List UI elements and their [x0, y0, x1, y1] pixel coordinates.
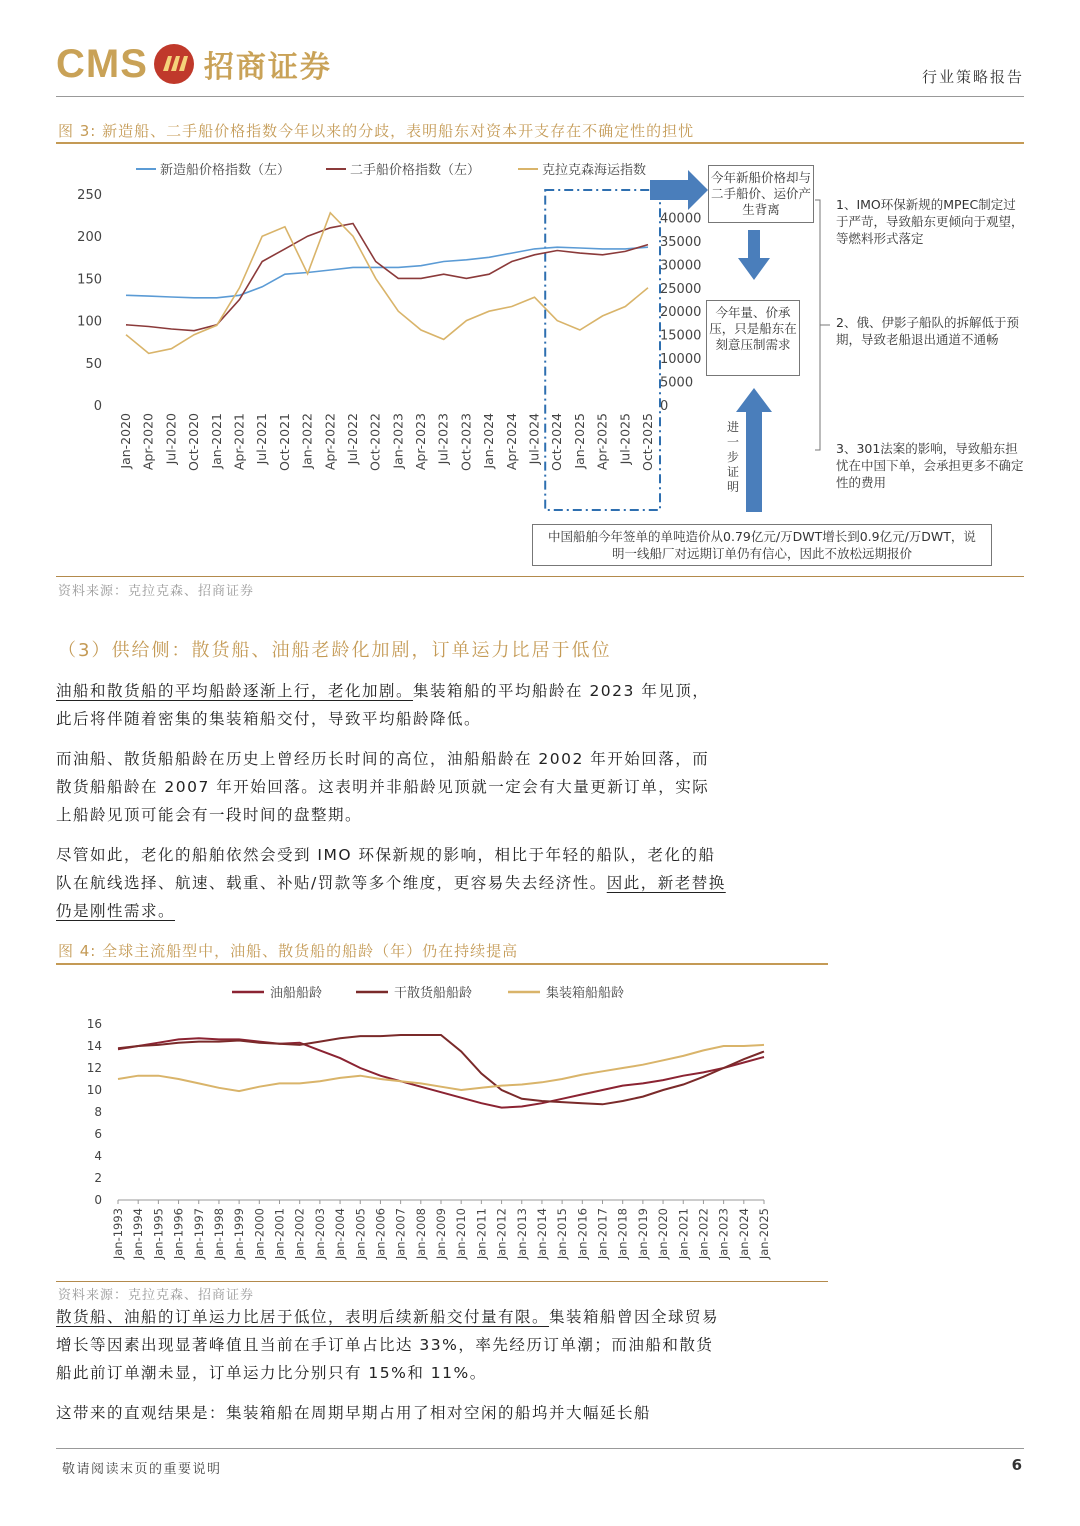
x-tick-label: Jan-2015: [555, 1208, 570, 1260]
note-section-301: 3、301法案的影响，导致船东担忧在中国下单，会承担更多不确定性的费用: [836, 441, 1024, 490]
arrow-label-further-proof: 进一步证明: [726, 420, 739, 494]
down-arrow-icon: [738, 230, 770, 280]
x-tick-label: Jul-2025: [617, 413, 633, 465]
x-tick-label: Jan-2005: [353, 1208, 368, 1260]
note-imo: 1、IMO环保新规的MPEC制定过于严苛，导致船东更倾向于观望，等燃料形式落定: [836, 197, 1024, 246]
x-tick-label: Oct-2021: [276, 413, 292, 471]
y-tick-label: 6: [94, 1127, 102, 1141]
x-tick-label: Jan-1993: [111, 1208, 125, 1260]
x-tick-label: Jan-2002: [292, 1208, 307, 1260]
y-left-tick-label: 250: [77, 188, 102, 203]
figure4-bottom-rule: [56, 1281, 828, 1282]
x-tick-label: Apr-2025: [594, 413, 610, 471]
x-tick-label: Jul-2021: [254, 413, 270, 465]
section-title: （3）供给侧：散货船、油船老龄化加剧，订单运力比居于低位: [58, 640, 612, 661]
y-left-tick-label: 0: [93, 399, 102, 414]
p1-text: 集装箱船的平均船龄在 2023 年见顶，此后将伴随着密集的集装箱船交付，导致平均船龄降低。: [56, 682, 710, 728]
logo-emblem-icon: [154, 44, 194, 84]
x-tick-label: Jul-2020: [163, 413, 179, 465]
p3-text: 尽管如此，老化的船舶依然会受到 IMO 环保新规的影响，相比于年轻的船队，老化的船队在航线选择、航速、载重、补贴/罚款等多个维度，更容易失去经济性。: [56, 846, 716, 892]
x-tick-label: Jan-2016: [575, 1208, 590, 1260]
x-tick-label: Jan-2006: [373, 1208, 388, 1260]
logo-latin: CMS: [56, 41, 148, 86]
page-number: 6: [1011, 1456, 1022, 1474]
x-tick-label: Apr-2022: [322, 413, 338, 471]
y-tick-label: 12: [86, 1061, 102, 1075]
y-right-tick-label: 5000: [660, 375, 694, 391]
x-tick-label: Jan-2012: [494, 1208, 509, 1260]
x-tick-label: Jan-2025: [571, 413, 587, 469]
figure3-title: 图 3: 新造船、二手船价格指数今年以来的分歧，表明船东对资本开支存在不确定性的担忧: [58, 122, 695, 140]
x-tick-label: Oct-2022: [367, 413, 383, 471]
chart2-axes: [87, 1017, 771, 1260]
x-tick-label: Oct-2024: [549, 413, 565, 471]
x-tick-label: Jan-2003: [312, 1208, 327, 1260]
logo-chinese: 招商证券: [203, 50, 332, 85]
figure3-bottom-rule: [56, 576, 1024, 577]
x-tick-label: Oct-2023: [458, 413, 474, 471]
y-left-tick-label: 200: [77, 230, 102, 246]
x-tick-label: Oct-2020: [186, 413, 202, 471]
p1-highlight: 油船和散货船的平均船龄逐渐上行，老化加剧。: [56, 682, 414, 700]
series-line-1: [118, 1038, 764, 1107]
paragraph-5: 这带来的直观结果是：集装箱船在周期早期占用了相对空闲的船坞并大幅延长船: [56, 1404, 652, 1422]
x-tick-label: Apr-2024: [503, 412, 519, 471]
x-tick-label: Jan-2020: [118, 413, 133, 469]
y-tick-label: 8: [94, 1105, 102, 1119]
x-tick-label: Jan-2014: [534, 1208, 549, 1260]
x-tick-label: Jan-1994: [131, 1208, 146, 1260]
y-tick-label: 0: [94, 1193, 102, 1207]
footer-divider: [56, 1448, 1024, 1449]
header-divider: [56, 96, 1024, 97]
series-line-1: [126, 247, 648, 298]
series-line-3: [126, 213, 648, 354]
figure4-chart: [56, 970, 828, 1280]
paragraph-2: 而油船、散货船船龄在历史上曾经历长时间的高位，油船船龄在 2002 年开始回落，而散货船船龄在 2007 年开始回落。这表明并非船龄见顶就一定会有大量更新订单，实际上船龄见顶可能会有一段时间的盘整期。: [56, 750, 710, 824]
x-tick-label: Apr-2023: [413, 413, 429, 471]
p4-text: 集装箱船曾因全球贸易增长等因素出现显著峰值且当前在手订单占比达 33%，率先经历订单潮；而油船和散货船此前订单潮未显，订单运力比分别只有 15%和 11%。: [56, 1308, 720, 1382]
y-right-tick-label: 30000: [660, 258, 702, 274]
note-shadow-fleet: 2、俄、伊影子船队的拆解低于预期，导致老船退出通道不通畅: [836, 315, 1019, 347]
x-tick-label: Jan-2020: [656, 1208, 671, 1260]
figure4-title: 图 4: 全球主流船型中，油船、散货船的船龄（年）仍在持续提高: [58, 942, 519, 960]
footer-note: 敬请阅读末页的重要说明: [62, 1462, 222, 1477]
up-arrow-icon: [736, 388, 772, 512]
x-tick-label: Jul-2024: [526, 413, 542, 465]
y-right-tick-label: 35000: [660, 234, 702, 250]
x-tick-label: Oct-2025: [640, 413, 655, 471]
y-left-tick-label: 150: [77, 272, 102, 288]
x-tick-label: Jan-1999: [232, 1208, 247, 1260]
x-tick-label: Jan-1996: [171, 1208, 186, 1260]
box-shipbuilding-price: 中国船舶今年签单的单吨造价从0.79亿元/万DWT增长到0.9亿元/万DWT，说明一线船厂对远期订单仍有信心，因此不放松远期报价: [532, 524, 992, 566]
legend-label: 集装箱船船龄: [546, 986, 625, 1001]
x-tick-label: Jan-2000: [252, 1208, 267, 1260]
chart2-legend: [232, 985, 624, 1001]
paragraph-1: [56, 677, 726, 733]
x-tick-label: Jan-2008: [413, 1208, 428, 1260]
x-tick-label: Jan-2025: [757, 1208, 771, 1260]
x-tick-label: Jan-2022: [696, 1208, 711, 1260]
x-tick-label: Jan-1995: [151, 1208, 166, 1260]
x-tick-label: Jan-2021: [208, 413, 224, 469]
x-tick-label: Apr-2020: [140, 413, 156, 471]
x-tick-label: Jan-2001: [272, 1208, 287, 1260]
x-tick-label: Jan-2007: [393, 1208, 408, 1260]
right-arrow-icon: [650, 170, 708, 210]
y-right-tick-label: 0: [660, 399, 669, 414]
x-tick-label: Jul-2022: [344, 413, 360, 465]
figure3-top-rule: [56, 142, 1024, 144]
y-tick-label: 14: [86, 1039, 102, 1053]
y-tick-label: 4: [94, 1149, 102, 1163]
legend-label: 克拉克森海运指数: [542, 163, 647, 178]
box-divergence: 今年新船价格却与二手船价、运价产生背离: [708, 165, 814, 223]
x-tick-label: Jan-2018: [615, 1208, 630, 1260]
y-left-tick-label: 50: [85, 356, 102, 372]
x-tick-label: Jan-2004: [333, 1208, 348, 1260]
y-tick-label: 10: [86, 1083, 102, 1097]
y-right-tick-label: 25000: [660, 281, 702, 297]
y-right-tick-label: 15000: [660, 328, 702, 344]
x-tick-label: Jan-2017: [595, 1208, 610, 1260]
legend-label: 油船船龄: [270, 986, 323, 1001]
figure3-source: 资料来源：克拉克森、招商证券: [58, 584, 255, 599]
x-tick-label: Jan-2010: [454, 1208, 469, 1260]
company-logo: [56, 42, 332, 86]
legend-label: 二手船价格指数（左）: [350, 163, 481, 178]
x-tick-label: Jan-2022: [299, 413, 315, 469]
chart1-series: [126, 213, 648, 354]
x-tick-label: Apr-2021: [231, 413, 247, 471]
series-line-2: [118, 1035, 764, 1104]
y-right-tick-label: 40000: [660, 211, 702, 227]
legend-label: 干散货船船龄: [394, 986, 473, 1001]
notes-bracket: [815, 200, 830, 450]
x-tick-label: Jan-2019: [635, 1208, 650, 1260]
y-right-tick-label: 20000: [660, 305, 702, 321]
series-line-2: [126, 224, 648, 331]
y-tick-label: 2: [94, 1171, 102, 1185]
x-tick-label: Jan-2023: [716, 1208, 731, 1260]
chart1-legend: [136, 162, 646, 178]
legend-label: 新造船价格指数（左）: [160, 163, 291, 178]
paragraph-3: [56, 841, 726, 925]
x-tick-label: Jan-2023: [390, 413, 406, 469]
y-tick-label: 16: [86, 1017, 102, 1031]
figure4-source: 资料来源：克拉克森、招商证券: [58, 1288, 255, 1303]
x-tick-label: Jan-2021: [676, 1208, 691, 1260]
box-demand-suppression: 今年量、价承压，只是船东在刻意压制需求: [706, 300, 800, 376]
series-line-3: [118, 1045, 764, 1091]
x-tick-label: Jan-2011: [474, 1208, 489, 1260]
y-left-tick-label: 100: [77, 314, 102, 330]
figure4-top-rule: [56, 963, 828, 965]
x-tick-label: Jan-1998: [211, 1208, 226, 1260]
x-tick-label: Jul-2023: [435, 413, 451, 465]
x-tick-label: Jan-2009: [434, 1208, 448, 1260]
x-tick-label: Jan-1997: [191, 1208, 206, 1260]
y-right-tick-label: 10000: [660, 352, 702, 368]
p3-highlight: 因此，新老替换仍是刚性需求。: [56, 874, 726, 920]
paragraph-4: [56, 1303, 726, 1387]
chart2-series: [118, 1035, 764, 1108]
x-tick-label: Jan-2024: [481, 413, 497, 469]
x-tick-label: Jan-2024: [736, 1208, 751, 1260]
p4-highlight: 散货船、油船的订单运力比居于低位，表明后续新船交付量有限。: [56, 1308, 550, 1326]
figure3-chart: [56, 150, 716, 570]
report-type: 行业策略报告: [921, 68, 1024, 86]
x-tick-label: Jan-2013: [514, 1208, 529, 1260]
